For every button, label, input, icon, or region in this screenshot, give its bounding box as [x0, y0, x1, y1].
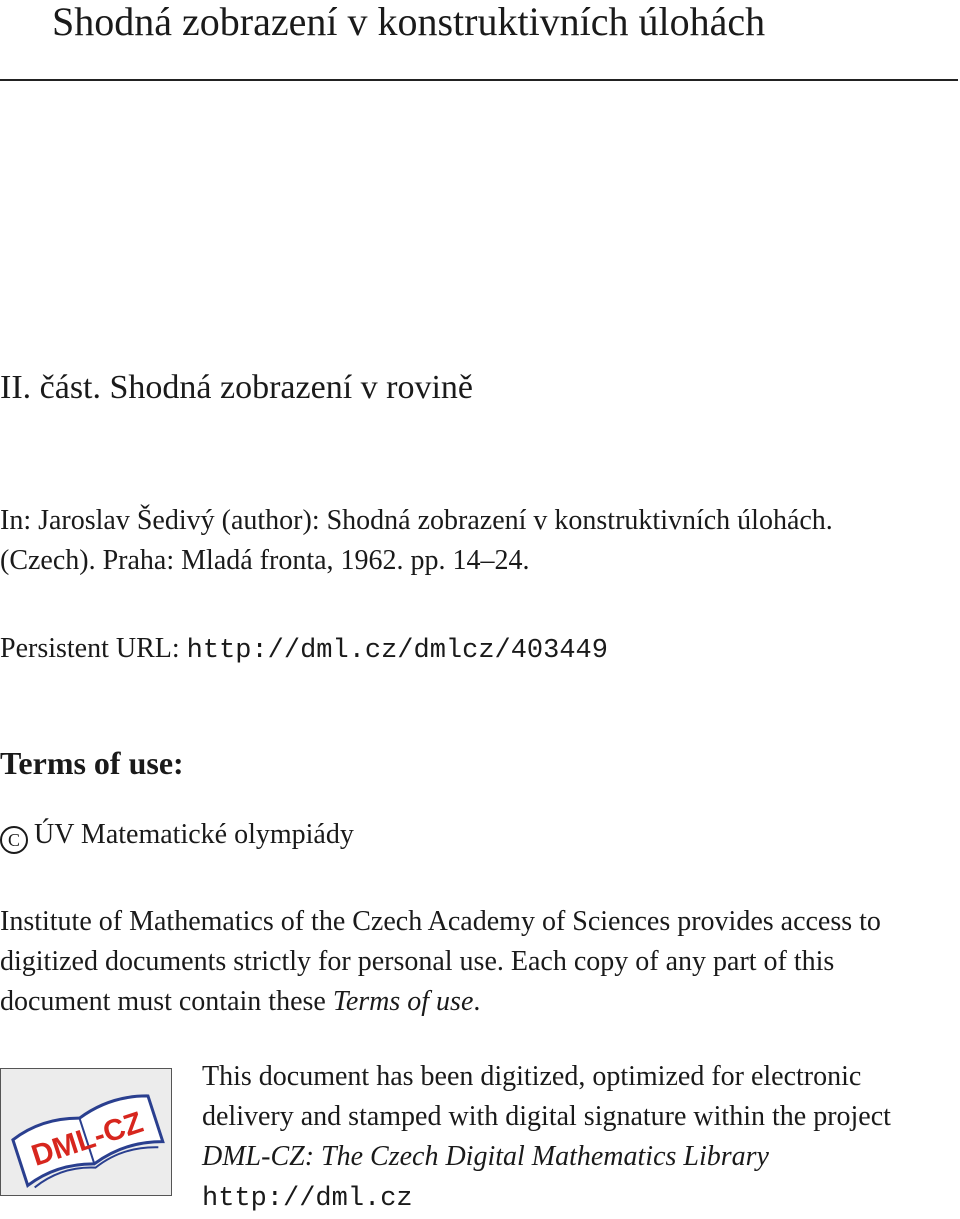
persistent-url-line — [0, 629, 608, 671]
logo-text: DML-CZ — [27, 1105, 148, 1173]
title-divider — [0, 79, 958, 81]
terms-body-text: Institute of Mathematics of the Czech Academy of Sciences provides access to digitized documents strictly for personal use. Each copy of any part of this document must contain these — [0, 906, 881, 1017]
document-title: Shodná zobrazení v konstruktivních úlohách — [52, 0, 766, 44]
copyright-holder: ÚV Matematické olympiády — [34, 819, 354, 850]
project-name: DML-CZ: The Czech Digital Mathematics Library — [202, 1141, 769, 1172]
persistent-url-link[interactable]: http://dml.cz/dmlcz/403449 — [186, 636, 608, 666]
copyright-icon: C — [0, 826, 28, 854]
open-book-icon — [1, 1069, 171, 1195]
stamp-text — [202, 1057, 957, 1219]
part-title: II. část. Shodná zobrazení v rovině — [0, 369, 473, 406]
citation: In: Jaroslav Šedivý (author): Shodná zobrazení v konstruktivních úlohách. (Czech). Praha: Mladá fronta, 1962. pp. 14–24. — [0, 505, 833, 576]
terms-body-end: . — [473, 986, 481, 1017]
terms-body-emphasis: Terms of use — [332, 986, 474, 1017]
terms-heading: Terms of use: — [0, 745, 184, 781]
terms-body — [0, 902, 925, 1022]
stamp-description: This document has been digitized, optimized for electronic delivery and stamped with digital signature within the project — [202, 1061, 891, 1132]
persistent-url-label: Persistent URL: — [0, 633, 187, 664]
dml-url-link[interactable]: http://dml.cz — [202, 1184, 413, 1214]
copyright-line — [0, 815, 354, 855]
dml-cz-logo — [0, 1068, 172, 1196]
